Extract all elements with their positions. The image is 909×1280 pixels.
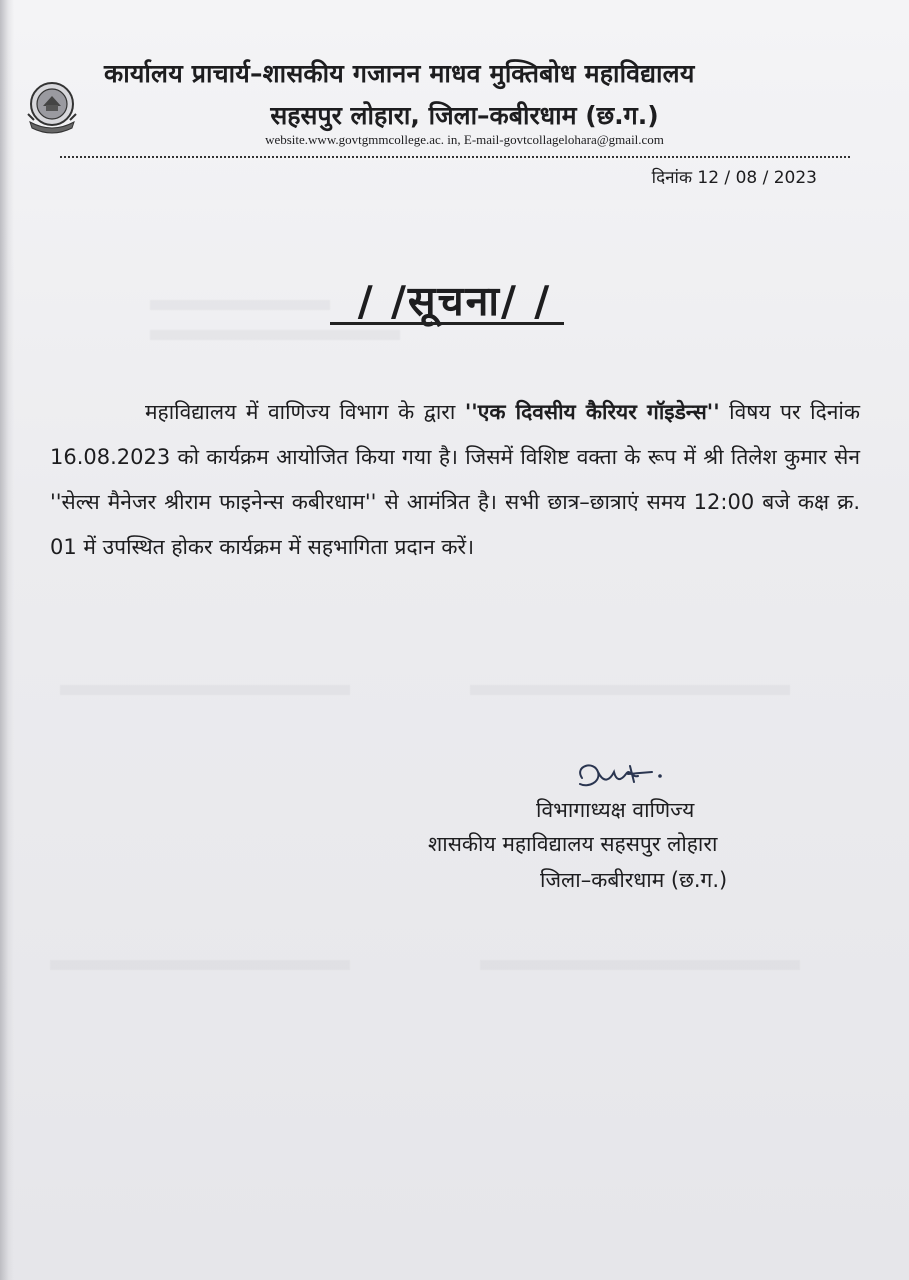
- page-edge-shadow: [0, 0, 14, 1280]
- bleed-through-mark: [150, 330, 400, 340]
- bleed-through-mark: [480, 960, 800, 970]
- bleed-through-mark: [60, 685, 350, 695]
- notice-body: [50, 390, 860, 570]
- event-name: ''एक दिवसीय कैरियर गॉइडेन्स'': [464, 400, 720, 424]
- body-text-part1: महाविद्यालय में वाणिज्य विभाग के द्वारा: [145, 400, 465, 424]
- institution-name: कार्यालय प्राचार्य–शासकीय गजानन माधव मुक्तिबोध महाविद्यालय: [104, 59, 695, 88]
- body-text-part2: विषय पर दिनांक 16.08.2023 को कार्यक्रम आयोजित किया गया है। जिसमें विशिष्ट वक्ता के रूप में श्री तिलेश कुमार सेन ''सेल्स मैनेजर श्रीराम फाइनेन्स कबीरधाम'' से आमंत्रित है। सभी छात्र–छात्राएं समय 12:00 बजे कक्ष क्र. 01 में उपस्थित होकर कार्यक्रम में सहभागिता प्रदान करें।: [50, 400, 860, 559]
- bleed-through-mark: [50, 960, 350, 970]
- institution-address: सहसपुर लोहारा, जिला–कबीरधाम (छ.ग.): [270, 101, 659, 130]
- institution-contact: website.www.govtgmmcollege.ac. in, E-mail-govtcollagelohara@gmail.com: [265, 132, 664, 147]
- notice-date: दिनांक 12 / 08 / 2023: [651, 168, 817, 188]
- signatory-district: जिला–कबीरधाम (छ.ग.): [540, 868, 728, 892]
- signatory-institution: शासकीय महाविद्यालय सहसपुर लोहारा: [428, 832, 718, 856]
- signatory-designation: विभागाध्यक्ष वाणिज्य: [536, 798, 695, 822]
- handwritten-signature: [568, 758, 678, 798]
- notice-title: / /सूचना/ /: [357, 277, 552, 325]
- header-divider: [60, 156, 850, 158]
- bleed-through-mark: [470, 685, 790, 695]
- title-underline: [330, 322, 564, 325]
